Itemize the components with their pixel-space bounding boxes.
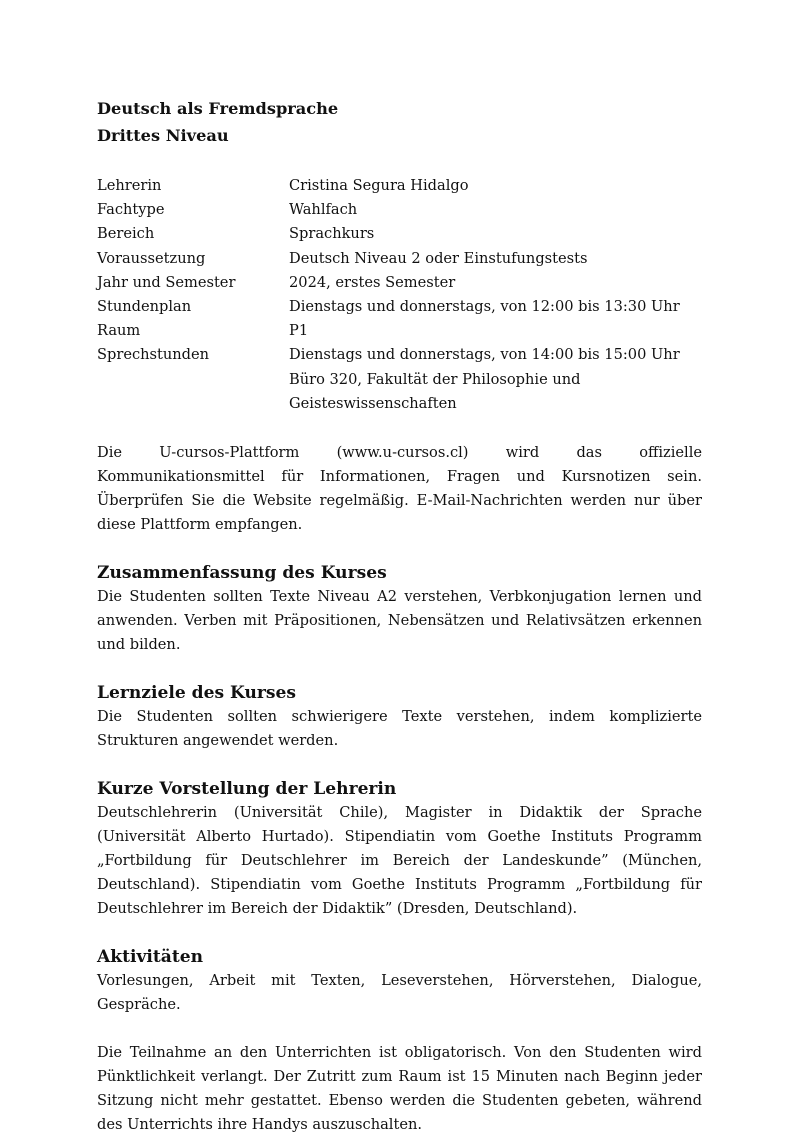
info-label: Lehrerin [97,177,162,194]
info-label: Sprechstunden [97,346,210,364]
info-label: Stundenplan [97,298,192,316]
info-value: Dienstags und donnerstags, von 12:00 bis 13:30 Uhr [289,298,680,316]
info-label: Jahr und Semester [97,273,236,291]
info-row-subject-type [97,198,702,222]
info-row-year-semester [97,271,702,295]
section-body-objectives: Die Studenten sollten schwierigere Texte verstehen, indem komplizierte Strukturen angewendet werden. [97,708,702,750]
section-heading-teacher-intro: Kurze Vorstellung der Lehrerin [97,779,397,800]
section-heading-activities: Aktivitäten [97,947,203,968]
info-value: Dienstags und donnerstags, von 14:00 bis 15:00 Uhr [289,346,680,364]
info-row-prerequisite [97,247,702,271]
info-label: Bereich [97,225,155,243]
document-page [97,95,702,1137]
platform-notice: Die U-cursos-Plattform (www.u-cursos.cl) wird das offizielle Kommunikationsmittel für Informationen, Fragen und Kursnotizen sein. Überprüfen Sie die Website regelmäßig. E-Mail-Nachrichten werden nur über diese Plattform empfangen. [97,444,702,534]
info-label: Fachtype [97,201,165,219]
course-title: Deutsch als Fremdsprache [97,99,339,118]
info-label [97,368,289,416]
info-value: 2024, erstes Semester [289,273,456,291]
info-row-office-hours [97,343,702,367]
section-body-activities: Vorlesungen, Arbeit mit Texten, Leseverstehen, Hörverstehen, Dialogue, Gespräche. [97,972,702,1014]
info-value: Cristina Segura Hidalgo [289,177,469,194]
section-body-teacher-intro: Deutschlehrerin (Universität Chile), Magister in Didaktik der Sprache (Universität Alberto Hurtado). Stipendiatin vom Goethe Instituts Programm „Fortbildung für Deutschlehrer im Bereich der Landeskunde” (München, Deutschland). Stipendiatin vom Goethe Instituts Programm „Fortbildung für Deutschlehrer im Bereich der Didaktik” (Dresden, Deutschland). [97,804,702,918]
info-row-teacher [97,174,702,198]
section-heading-summary: Zusammenfassung des Kurses [97,563,387,584]
info-row-office-location [97,368,702,416]
info-value: Sprachkurs [289,225,375,243]
info-row-room [97,319,702,343]
info-value: Deutsch Niveau 2 oder Einstufungstests [289,249,588,267]
info-value: P1 [289,322,309,340]
info-value: Wahlfach [289,201,358,219]
course-level: Drittes Niveau [97,126,229,145]
info-label: Raum [97,322,141,340]
info-row-schedule [97,295,702,319]
section-body-summary: Die Studenten sollten Texte Niveau A2 verstehen, Verbkonjugation lernen und anwenden. Verben mit Präpositionen, Nebensätzen und Relativsätzen erkennen und bilden. [97,588,702,654]
section-heading-objectives: Lernziele des Kurses [97,683,296,704]
info-label: Voraussetzung [97,249,206,267]
attendance-notice: Die Teilnahme an den Unterrichten ist obligatorisch. Von den Studenten wird Pünktlichkeit verlangt. Der Zutritt zum Raum ist 15 Minuten nach Beginn jeder Sitzung nicht mehr gestattet. Ebenso werden die Studenten gebeten, während des Unterrichts ihre Handys auszuschalten. [97,1044,702,1134]
info-row-area [97,222,702,246]
course-info-table [97,174,702,416]
info-value: Büro 320, Fakultät der Philosophie und Geisteswissenschaften [289,370,581,412]
